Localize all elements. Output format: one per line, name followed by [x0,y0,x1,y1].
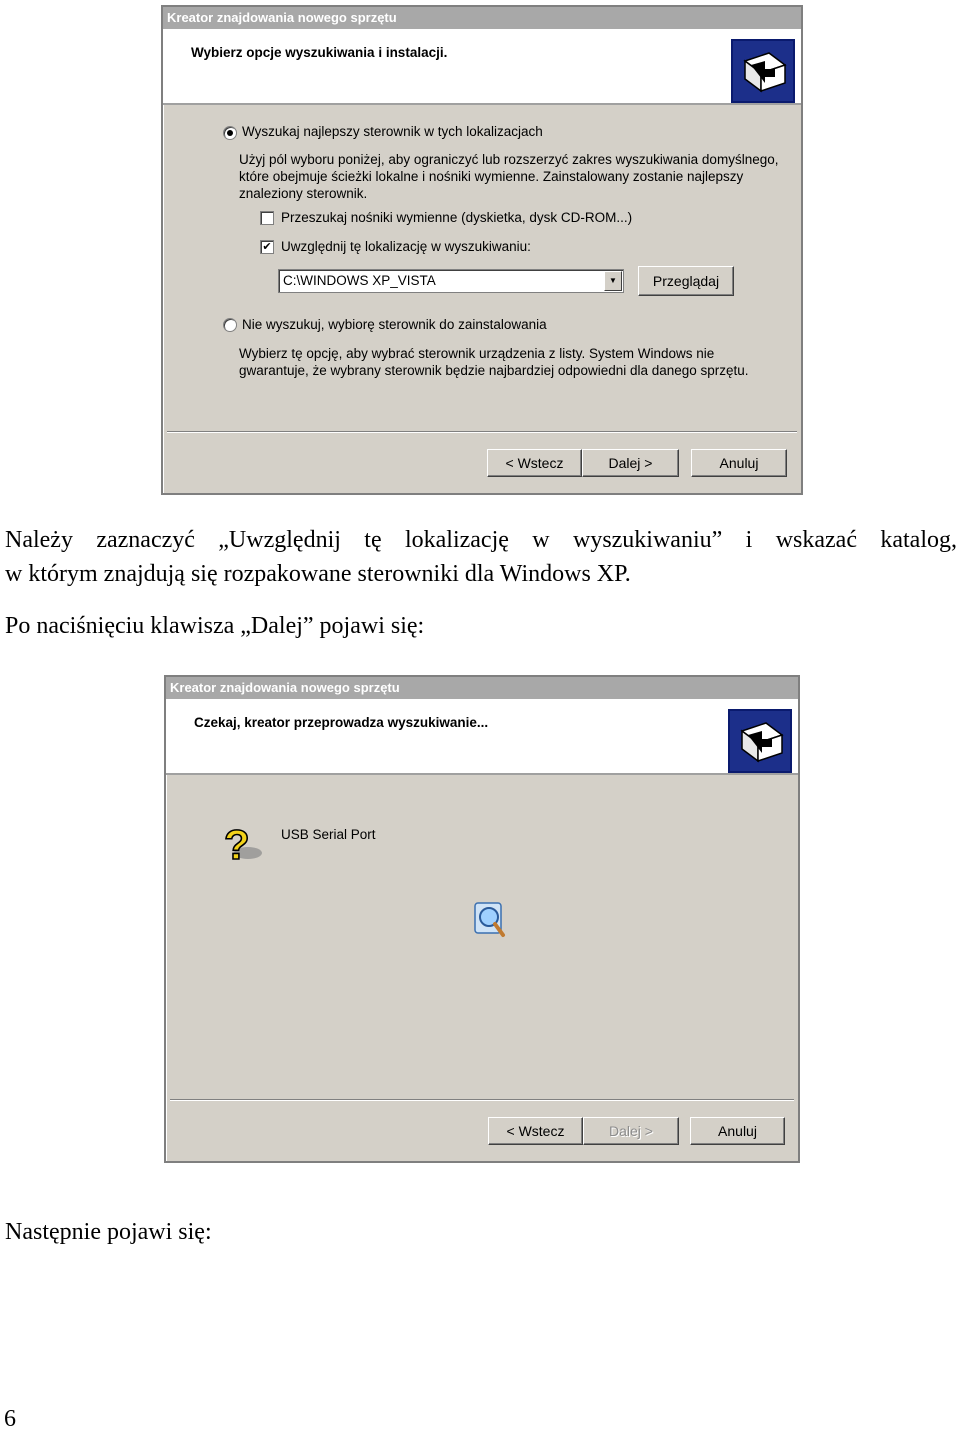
instruction-paragraph [5,523,957,591]
chevron-down-icon[interactable]: ▼ [604,271,622,291]
browse-button[interactable]: Przeglądaj [638,266,734,296]
wizard-dialog-searching [164,675,800,1163]
magnifier-icon [471,899,509,941]
hardware-wizard-icon [728,709,792,773]
back-button[interactable]: < Wstecz [488,1117,583,1145]
radio-manual-select-label: Nie wyszukuj, wybiorę sterownik do zainstalowania [242,317,547,332]
wizard-dialog-options [161,5,803,495]
next-button[interactable]: Dalej > [582,449,679,477]
next-step-paragraph: Po naciśnięciu klawisza „Dalej” pojawi się: [5,613,425,639]
instruction-line-2: w którym znajdują się rozpakowane sterowniki dla Windows XP. [5,561,631,587]
dialog-title: Kreator znajdowania nowego sprzętu [166,677,798,699]
location-value: C:\WINDOWS XP_VISTA [283,273,436,288]
dialog-header [166,699,798,775]
footer-separator [170,1099,794,1101]
radio-search-best[interactable] [223,126,237,140]
cancel-button[interactable]: Anuluj [690,1117,785,1145]
footer-separator [167,431,797,433]
checkbox-include-location[interactable]: ✔ [260,240,274,254]
dialog-content [163,105,801,431]
radio-search-best-description: Użyj pól wyboru poniżej, aby ograniczyć lub rozszerzyć zakres wyszukiwania domyślnego, które obejmuje ścieżki lokalne i nośniki wymienne. Zainstalowany zostanie najlepszy znaleziony sterownik. [239,152,779,201]
following-paragraph: Następnie pojawi się: [5,1219,212,1245]
cancel-button[interactable]: Anuluj [691,449,787,477]
page-number: 6 [4,1406,16,1432]
dialog-content [166,775,798,1099]
next-button: Dalej > [583,1117,679,1145]
dialog-title: Kreator znajdowania nowego sprzętu [163,7,801,29]
svg-text:?: ? [224,821,250,867]
device-name: USB Serial Port [281,827,376,842]
radio-search-best-label: Wyszukaj najlepszy sterownik w tych lokalizacjach [242,124,543,139]
checkbox-removable-media-label: Przeszukaj nośniki wymienne (dyskietka, dysk CD-ROM...) [281,210,633,225]
question-mark-icon [220,821,266,867]
checkbox-include-location-label: Uwzględnij tę lokalizację w wyszukiwaniu: [281,239,531,254]
dialog-header [163,29,801,105]
instruction-line-1: Należy zaznaczyć „Uwzględnij tę lokalizację w wyszukiwaniu” i wskazać katalog, [5,527,957,553]
location-combobox[interactable] [278,269,624,293]
hardware-wizard-icon [731,39,795,103]
checkbox-removable-media[interactable] [260,211,274,225]
radio-manual-select-description: Wybierz tę opcję, aby wybrać sterownik urządzenia z listy. System Windows nie gwarantuje, że wybrany sterownik będzie najbardziej odpowiedni dla danego sprzętu. [239,346,749,378]
dialog-header-text: Czekaj, kreator przeprowadza wyszukiwanie... [194,715,489,730]
dialog-header-text: Wybierz opcje wyszukiwania i instalacji. [191,45,448,60]
back-button[interactable]: < Wstecz [487,449,582,477]
radio-manual-select[interactable] [223,318,237,332]
